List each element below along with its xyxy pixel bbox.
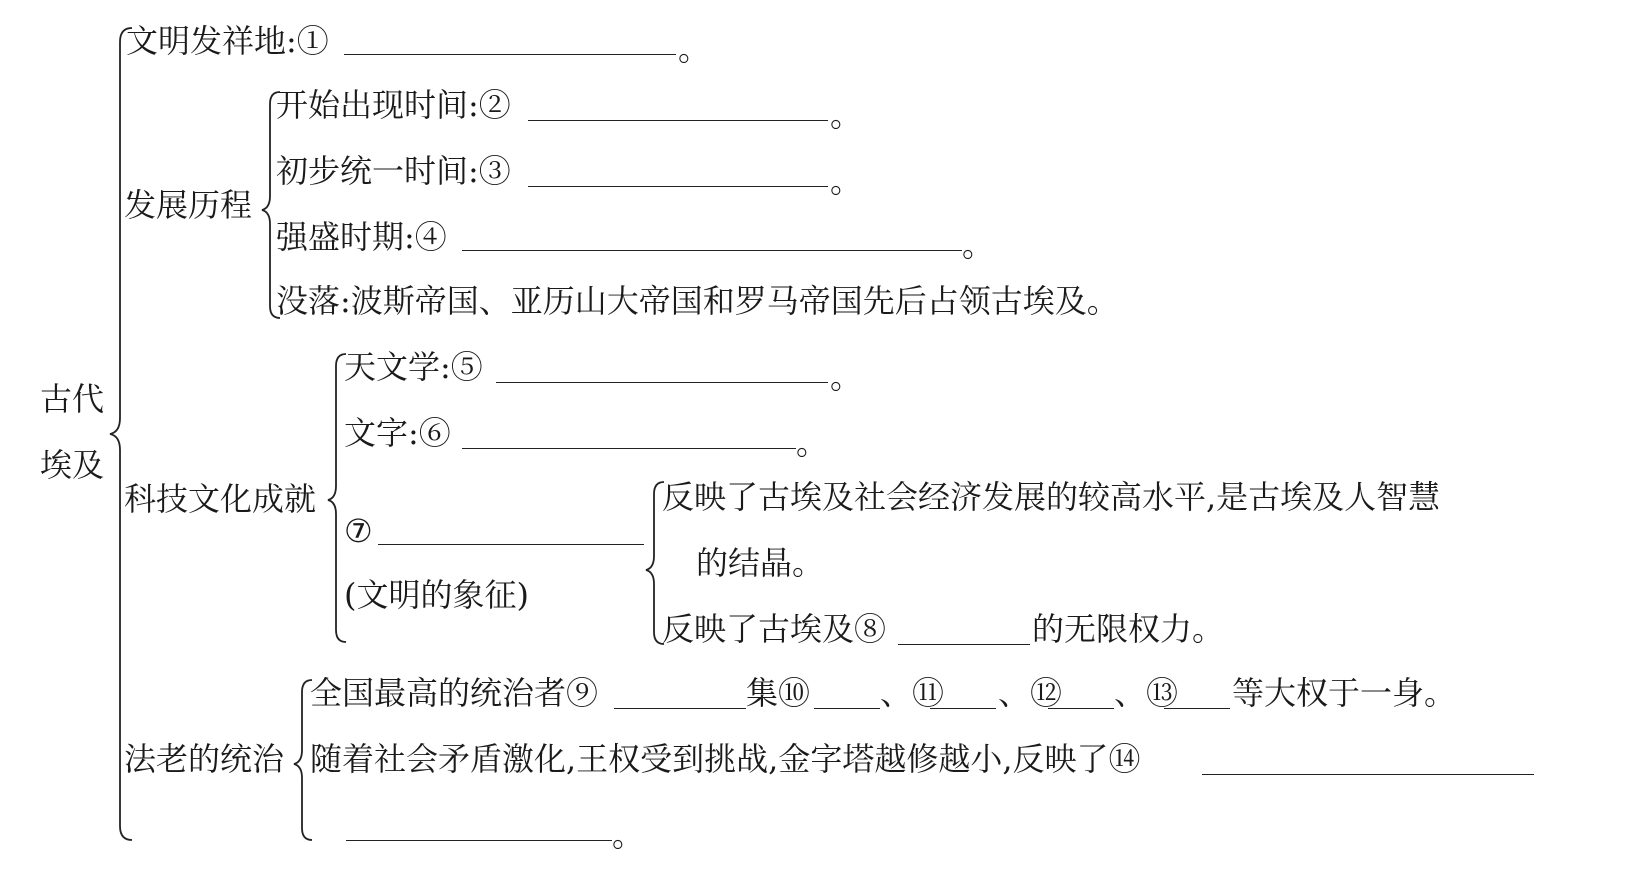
main-brace [110, 28, 132, 840]
answer-blank-10[interactable] [814, 708, 880, 709]
writing-label: 文字:⑥ [344, 414, 451, 452]
period-3: 。 [830, 162, 863, 200]
pharaoh-line2: 随着社会矛盾激化,王权受到挑战,金字塔越修越小,反映了⑭ [310, 740, 1141, 778]
period-6: 。 [796, 424, 829, 462]
pharaoh-line1-e: 、⑬ [1114, 674, 1179, 712]
answer-blank-14b[interactable] [346, 840, 612, 841]
answer-blank-14a[interactable] [1202, 774, 1534, 775]
answer-blank-4[interactable] [462, 250, 962, 251]
item7-note: (文明的象征) [344, 576, 529, 614]
root-label-line1: 古代 [40, 380, 105, 418]
birthplace-label: 文明发祥地:① [126, 22, 329, 60]
answer-blank-3[interactable] [528, 186, 828, 187]
development-item-peak: 强盛时期:④ [276, 218, 447, 256]
pharaoh-label: 法老的统治 [124, 740, 285, 778]
item7-number: ⑦ [344, 512, 373, 550]
astronomy-label: 天文学:⑤ [344, 348, 483, 386]
answer-blank-13[interactable] [1164, 708, 1230, 709]
development-item-start: 开始出现时间:② [276, 86, 511, 124]
answer-blank-9[interactable] [614, 708, 746, 709]
period-14: 。 [612, 816, 645, 854]
answer-blank-12[interactable] [1048, 708, 1114, 709]
period-1: 。 [678, 30, 711, 68]
answer-blank-2[interactable] [528, 120, 828, 121]
period-2: 。 [830, 96, 863, 134]
answer-blank-1[interactable] [344, 54, 676, 55]
development-item-unify: 初步统一时间:③ [276, 152, 511, 190]
answer-blank-5[interactable] [496, 382, 828, 383]
development-label: 发展历程 [124, 186, 253, 224]
answer-blank-11[interactable] [930, 708, 996, 709]
reflect1-line2: 的结晶。 [696, 544, 825, 582]
root-label-line2: 埃及 [40, 446, 105, 484]
period-5: 。 [830, 358, 863, 396]
pharaoh-line1-b: 集⑩ [746, 674, 811, 712]
pharaoh-line1-d: 、⑫ [998, 674, 1063, 712]
answer-blank-6[interactable] [462, 448, 796, 449]
answer-blank-7[interactable] [378, 544, 644, 545]
pharaoh-line1-a: 全国最高的统治者⑨ [310, 674, 599, 712]
reflect1-line1: 反映了古埃及社会经济发展的较高水平,是古埃及人智慧 [662, 478, 1441, 516]
pharaoh-line1-c: 、⑪ [880, 674, 945, 712]
achievements-label: 科技文化成就 [124, 480, 317, 518]
reflect2-post: 的无限权力。 [1032, 610, 1225, 648]
development-item-decline: 没落:波斯帝国、亚历山大帝国和罗马帝国先后占领古埃及。 [276, 282, 1119, 320]
answer-blank-8[interactable] [898, 644, 1030, 645]
reflect2-pre: 反映了古埃及⑧ [662, 610, 887, 648]
period-4: 。 [962, 226, 995, 264]
pharaoh-line1-f: 等大权于一身。 [1232, 674, 1457, 712]
